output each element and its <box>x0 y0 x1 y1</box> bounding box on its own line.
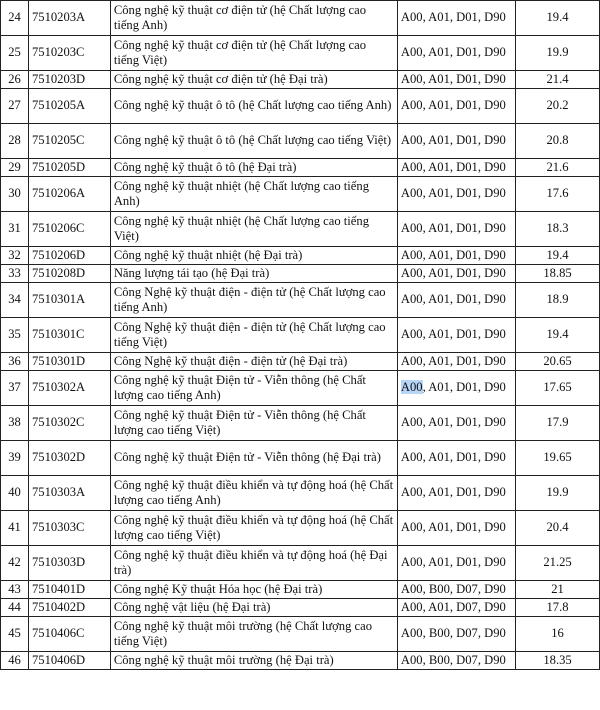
program-name: Công nghệ kỹ thuật Điện tử - Viễn thông (hệ Chất lượng cao tiếng Anh) <box>110 371 397 406</box>
admission-score: 21 <box>516 581 600 599</box>
subject-combination: A00, A01, D01, D90 <box>397 177 515 212</box>
subject-combination: A00, A01, D01, D90 <box>397 124 515 159</box>
subject-combination: A00, A01, D01, D90 <box>397 511 515 546</box>
admission-score: 19.4 <box>516 1 600 36</box>
admission-score: 19.4 <box>516 247 600 265</box>
table-row <box>1 318 600 353</box>
row-number: 30 <box>1 177 29 212</box>
program-code: 7510206C <box>28 212 110 247</box>
table-row <box>1 476 600 511</box>
program-code: 7510302C <box>28 406 110 441</box>
table-row <box>1 247 600 265</box>
table-row <box>1 124 600 159</box>
program-code: 7510206D <box>28 247 110 265</box>
table-row <box>1 581 600 599</box>
admission-score: 19.9 <box>516 36 600 71</box>
subject-combination: A00, A01, D01, D90 <box>397 36 515 71</box>
program-code: 7510205C <box>28 124 110 159</box>
subject-combination: A00, B00, D07, D90 <box>397 581 515 599</box>
subject-combination: A00, B00, D07, D90 <box>397 617 515 652</box>
row-number: 42 <box>1 546 29 581</box>
admission-score: 17.9 <box>516 406 600 441</box>
program-code: 7510303D <box>28 546 110 581</box>
program-code: 7510203A <box>28 1 110 36</box>
table-row <box>1 406 600 441</box>
subject-combination: A00, A01, D01, D90 <box>397 546 515 581</box>
admission-score: 20.4 <box>516 511 600 546</box>
admission-score: 19.4 <box>516 318 600 353</box>
subject-combination: A00, A01, D01, D90 <box>397 406 515 441</box>
row-number: 36 <box>1 353 29 371</box>
program-code: 7510302A <box>28 371 110 406</box>
program-name: Công nghệ kỹ thuật ô tô (hệ Đại trà) <box>110 159 397 177</box>
subject-combination: A00, A01, D01, D90 <box>397 265 515 283</box>
subject-combination: A00, A01, D01, D90 <box>397 353 515 371</box>
table-row <box>1 212 600 247</box>
table-row <box>1 89 600 124</box>
admission-score: 21.4 <box>516 71 600 89</box>
admission-score: 18.9 <box>516 283 600 318</box>
admission-score: 18.35 <box>516 652 600 670</box>
program-name: Công nghệ kỹ thuật ô tô (hệ Chất lượng cao tiếng Anh) <box>110 89 397 124</box>
program-code: 7510203C <box>28 36 110 71</box>
subject-combination: A00, A01, D01, D90 <box>397 71 515 89</box>
program-code: 7510301D <box>28 353 110 371</box>
subject-combination: A00, A01, D01, D90 <box>397 318 515 353</box>
program-code: 7510406D <box>28 652 110 670</box>
admission-score: 17.6 <box>516 177 600 212</box>
admission-score: 18.3 <box>516 212 600 247</box>
program-code: 7510406C <box>28 617 110 652</box>
row-number: 45 <box>1 617 29 652</box>
program-name: Công nghệ kỹ thuật ô tô (hệ Chất lượng cao tiếng Việt) <box>110 124 397 159</box>
admission-score: 16 <box>516 617 600 652</box>
program-name: Công nghệ kỹ thuật môi trường (hệ Đại trà) <box>110 652 397 670</box>
subject-combination: A00, A01, D01, D90 <box>397 247 515 265</box>
program-name: Công nghệ kỹ thuật cơ điện tử (hệ Chất lượng cao tiếng Việt) <box>110 36 397 71</box>
admission-score: 17.65 <box>516 371 600 406</box>
row-number: 39 <box>1 441 29 476</box>
program-code: 7510303C <box>28 511 110 546</box>
admission-score: 19.9 <box>516 476 600 511</box>
program-name: Năng lượng tái tạo (hệ Đại trà) <box>110 265 397 283</box>
table-row <box>1 511 600 546</box>
table-body <box>1 1 600 670</box>
row-number: 44 <box>1 599 29 617</box>
subject-combination: A00, B00, D07, D90 <box>397 652 515 670</box>
subject-combination: A00, A01, D01, D90 <box>397 283 515 318</box>
table-row <box>1 546 600 581</box>
row-number: 27 <box>1 89 29 124</box>
row-number: 43 <box>1 581 29 599</box>
row-number: 35 <box>1 318 29 353</box>
admission-score: 17.8 <box>516 599 600 617</box>
row-number: 31 <box>1 212 29 247</box>
program-name: Công nghệ kỹ thuật cơ điện tử (hệ Chất lượng cao tiếng Anh) <box>110 1 397 36</box>
program-name: Công nghệ kỹ thuật điều khiển và tự động hoá (hệ Chất lượng cao tiếng Việt) <box>110 511 397 546</box>
table-row <box>1 71 600 89</box>
program-name: Công nghệ kỹ thuật nhiệt (hệ Đại trà) <box>110 247 397 265</box>
program-code: 7510302D <box>28 441 110 476</box>
program-code: 7510208D <box>28 265 110 283</box>
text-selection-highlight: A00 <box>400 380 423 395</box>
program-name: Công nghệ kỹ thuật nhiệt (hệ Chất lượng cao tiếng Anh) <box>110 177 397 212</box>
subject-combination: A00, A01, D07, D90 <box>397 599 515 617</box>
table-row <box>1 177 600 212</box>
row-number: 25 <box>1 36 29 71</box>
row-number: 24 <box>1 1 29 36</box>
program-name: Công nghệ kỹ thuật môi trường (hệ Chất lượng cao tiếng Việt) <box>110 617 397 652</box>
table-row <box>1 371 600 406</box>
program-code: 7510205A <box>28 89 110 124</box>
program-name: Công nghệ kỹ thuật nhiệt (hệ Chất lượng cao tiếng Việt) <box>110 212 397 247</box>
row-number: 28 <box>1 124 29 159</box>
program-name: Công Nghệ kỹ thuật điện - điện tử (hệ Chất lượng cao tiếng Anh) <box>110 283 397 318</box>
admission-score: 20.8 <box>516 124 600 159</box>
subject-combination: A00, A01, D01, D90 <box>397 476 515 511</box>
row-number: 38 <box>1 406 29 441</box>
row-number: 37 <box>1 371 29 406</box>
table-row <box>1 599 600 617</box>
table-row <box>1 353 600 371</box>
table-row <box>1 1 600 36</box>
row-number: 26 <box>1 71 29 89</box>
subject-combination <box>397 371 515 406</box>
row-number: 34 <box>1 283 29 318</box>
subject-combination: A00, A01, D01, D90 <box>397 212 515 247</box>
admission-score: 20.65 <box>516 353 600 371</box>
row-number: 40 <box>1 476 29 511</box>
table-row <box>1 652 600 670</box>
program-code: 7510203D <box>28 71 110 89</box>
program-code: 7510301C <box>28 318 110 353</box>
program-code: 7510303A <box>28 476 110 511</box>
admission-score: 21.25 <box>516 546 600 581</box>
subject-combination: A00, A01, D01, D90 <box>397 89 515 124</box>
program-code: 7510402D <box>28 599 110 617</box>
table-row <box>1 283 600 318</box>
subject-combination: A00, A01, D01, D90 <box>397 159 515 177</box>
admission-score: 19.65 <box>516 441 600 476</box>
admission-score: 18.85 <box>516 265 600 283</box>
program-name: Công nghệ kỹ thuật điều khiển và tự động hoá (hệ Đại trà) <box>110 546 397 581</box>
table-row <box>1 36 600 71</box>
program-name: Công Nghệ kỹ thuật điện - điện tử (hệ Đại trà) <box>110 353 397 371</box>
program-name: Công Nghệ kỹ thuật điện - điện tử (hệ Chất lượng cao tiếng Việt) <box>110 318 397 353</box>
row-number: 46 <box>1 652 29 670</box>
admission-score: 21.6 <box>516 159 600 177</box>
program-name: Công nghệ Kỹ thuật Hóa học (hệ Đại trà) <box>110 581 397 599</box>
program-code: 7510206A <box>28 177 110 212</box>
program-code: 7510205D <box>28 159 110 177</box>
program-name: Công nghệ kỹ thuật cơ điện tử (hệ Đại trà) <box>110 71 397 89</box>
combo-rest: , A01, D01, D90 <box>422 380 506 395</box>
table-row <box>1 159 600 177</box>
program-code: 7510401D <box>28 581 110 599</box>
table-row <box>1 265 600 283</box>
admission-score: 20.2 <box>516 89 600 124</box>
subject-combination: A00, A01, D01, D90 <box>397 441 515 476</box>
table-row <box>1 441 600 476</box>
program-name: Công nghệ kỹ thuật Điện tử - Viễn thông (hệ Chất lượng cao tiếng Việt) <box>110 406 397 441</box>
row-number: 41 <box>1 511 29 546</box>
row-number: 33 <box>1 265 29 283</box>
program-name: Công nghệ kỹ thuật điều khiển và tự động hoá (hệ Chất lượng cao tiếng Anh) <box>110 476 397 511</box>
row-number: 32 <box>1 247 29 265</box>
program-name: Công nghệ vật liệu (hệ Đại trà) <box>110 599 397 617</box>
program-code: 7510301A <box>28 283 110 318</box>
program-name: Công nghệ kỹ thuật Điện tử - Viễn thông (hệ Đại trà) <box>110 441 397 476</box>
subject-combination: A00, A01, D01, D90 <box>397 1 515 36</box>
row-number: 29 <box>1 159 29 177</box>
table-row <box>1 617 600 652</box>
